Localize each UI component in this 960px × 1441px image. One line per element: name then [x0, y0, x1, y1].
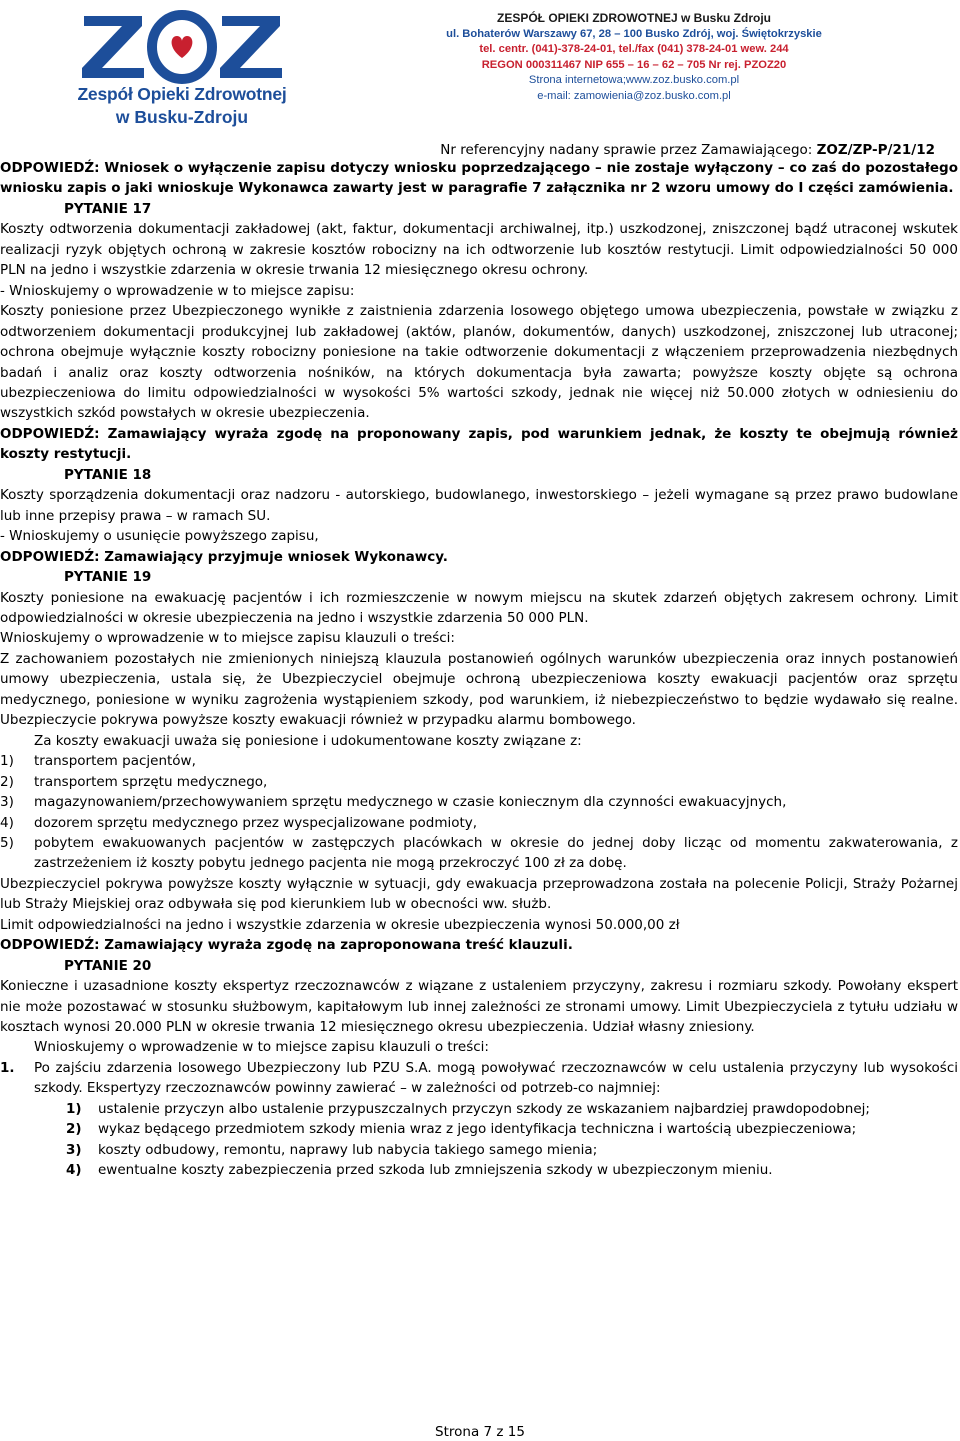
list-item [0, 792, 958, 812]
contact-phone: tel. centr. (041)-378-24-01, tel./fax (041) 378-24-01 wew. 244 [479, 43, 789, 55]
evacuation-cost-list [0, 751, 958, 874]
question-text: Koszty poniesione na ewakuację pacjentów i ich rozmieszczenie w nowym miejscu na skutek zdarzeń objętych zakresem ochrony. Limit odpowiedzialności w okresie ubezpieczenia na jedno i wszystkie zdarzenia 50 000 PLN. [0, 589, 958, 626]
request-line: Wnioskujemy o wprowadzenie w to miejsce zapisu klauzuli o treści: [0, 630, 455, 647]
list-item-text: ustalenie przyczyn albo ustalenie przypuszczalnych przyczyn szkody ze wskazaniem najbardziej prawdopodobnej; [98, 1100, 870, 1117]
contact-address: ul. Bohaterów Warszawy 67, 28 – 100 Busko Zdrój, woj. Świętokrzyskie [446, 27, 822, 40]
answer-paragraph: ODPOWIEDŹ: Wniosek o wyłączenie zapisu dotyczy wniosku poprzedzającego – nie zostaje wyłączony – co zaś do pozostałego wniosku zapis o jaki wnioskuje Wykonawca zawarty jest w paragrafie 7 załącznika nr 2 wzoru umowy do I części zamówienia. [0, 160, 958, 197]
numbered-item [0, 1058, 958, 1099]
list-item-number: 2) [66, 1121, 82, 1138]
list-item-number: 5) [0, 834, 14, 851]
list-item [0, 1140, 958, 1160]
contact-email[interactable]: e-mail: zamowienia@zoz.busko.com.pl [537, 89, 731, 102]
list-item-number: 4) [0, 814, 14, 831]
numbered-item-number: 1. [0, 1059, 15, 1076]
question-heading-19: PYTANIE 19 [64, 569, 152, 586]
contact-block [424, 11, 844, 104]
contact-website[interactable]: Strona internetowa;www.zoz.busko.com.pl [528, 74, 740, 86]
numbered-item-text: Po zajściu zdarzenia losowego Ubezpieczony lub PZU S.A. mogą powoływać rzeczoznawców w celu ustalenia przyczyny lub wysokości szkody. Ekspertyzy rzeczoznawców powinny zawierać – w zależności od potrzeb-co najmniej: [34, 1059, 958, 1097]
list-item-number: 4) [66, 1162, 82, 1179]
list-intro: Za koszty ewakuacji uważa się poniesione i udokumentowane koszty związane z: [34, 732, 582, 749]
contact-institution: ZESPÓŁ OPIEKI ZDROWOTNEJ w Busku Zdroju [496, 11, 771, 25]
list-item [0, 833, 958, 874]
page-number: Strona 7 z 15 [435, 1424, 525, 1440]
list-item-text: pobytem ewakuowanych pacjentów w zastępczych placówkach w okresie do jednej doby licząc od momentu zakwaterowania, z zastrzeżeniem iż koszty pobytu jednego pacjenta nie mogą przekroczyć 100 zł za dobę. [34, 834, 958, 872]
list-item-text: transportem pacjentów, [34, 753, 196, 770]
request-line: - Wnioskujemy o usunięcie powyższego zapisu, [0, 528, 319, 545]
list-item [0, 751, 958, 771]
zoz-logo [72, 6, 292, 134]
request-line: - Wnioskujemy o wprowadzenie w to miejsce zapisu: [0, 282, 355, 299]
logo-name-line1: Zespół Opieki Zdrowotnej [77, 84, 287, 104]
list-item [0, 1119, 958, 1139]
clause-paragraph: Ubezpieczyciel pokrywa powyższe koszty wyłącznie w sytuacji, gdy ewakuacja przeprowadzona została na polecenie Policji, Straży Pożarnej lub Straży Miejskiej oraz odbywała się pod kierunkiem lub w obecności ww. służb. [0, 875, 958, 913]
reference-value: ZOZ/ZP-P/21/12 [816, 142, 935, 158]
list-item [0, 772, 958, 792]
question-text: Koszty sporządzenia dokumentacji oraz nadzoru - autorskiego, budowlanego, inwestorskiego – jeżeli wymagane są przez prawo budowlane lub inne przepisy prawa – w ramach SU. [0, 487, 958, 524]
question-heading-18: PYTANIE 18 [64, 466, 152, 483]
clause-paragraph: Limit odpowiedzialności na jedno i wszystkie zdarzenia w okresie ubezpieczenia wynosi 50.000,00 zł [0, 916, 680, 933]
document-body [0, 158, 958, 1181]
answer-paragraph: ODPOWIEDŹ: Zamawiający przyjmuje wniosek Wykonawcy. [0, 548, 448, 565]
list-item-number: 2) [0, 773, 14, 790]
answer-paragraph: ODPOWIEDŹ: Zamawiający wyraża zgodę na proponowany zapis, pod warunkiem jednak, że koszty te obejmują również koszty restytucji. [0, 425, 958, 463]
proposed-clause: Koszty poniesione przez Ubezpieczonego wynikłe z zaistnienia zdarzenia losowego objętego umowa ubezpieczenia, powstałe w związku z odtworzeniem dokumentacji produkcyjnej lub zakładowej (aktów, planów, dokumentów, danych) uszkodzonej, zniszczonej lub utraconej; ochrona obejmuje wyłącznie koszty robocizny poniesione na takie odtworzenie dokumentacji z włączeniem przeprowadzenia niezbędnych badań i analiz oraz koszty odtworzenia nośników, na których dokumentacja była zawarta; powyższe koszty objęte są ochrona ubezpieczeniowa do limitu odpowiedzialności w wysokości 5% wartości szkody, jednak nie więcej niż 50.000 złotych w odniesieniu do wszystkich szkód powstałych w okresie ubezpieczenia. [0, 303, 958, 422]
list-item-number: 1) [0, 753, 14, 770]
list-item-text: wykaz będącego przedmiotem szkody mienia wraz z jego identyfikacja techniczna i wartością ubezpieczeniowa; [98, 1121, 857, 1138]
list-item-text: magazynowaniem/przechowywaniem sprzętu medycznego w czasie koniecznym dla czynności ewakuacyjnych, [34, 794, 787, 811]
list-item-number: 3) [66, 1141, 82, 1158]
zoz-logo-mark [72, 6, 292, 86]
request-line: Wnioskujemy o wprowadzenie w to miejsce zapisu klauzuli o treści: [34, 1039, 489, 1056]
contact-regon: REGON 000311467 NIP 655 – 16 – 62 – 705 Nr rej. PZOZ20 [481, 58, 787, 71]
list-item-number: 3) [0, 794, 14, 811]
question-text: Konieczne i uzasadnione koszty ekspertyz rzeczoznawców z wiązane z ustaleniem przyczyny, zakresu i rozmiaru szkody. Powołany ekspert nie może pozostawać w stosunku służbowym, kapitałowym lub innej zależności ze stronami umowy. Limit Ubezpieczyciela z tytułu udziału w kosztach wynosi 20.000 PLN w okresie trwania 12 miesięcznego okresu ubezpieczenia. Udział własny zniesiony. [0, 978, 958, 1036]
logo-name-line2: w Busku-Zdroju [115, 107, 249, 127]
list-item-text: ewentualne koszty zabezpieczenia przed szkoda lub zmniejszenia szkody w ubezpieczonym mieniu. [98, 1162, 773, 1179]
list-item-text: transportem sprzętu medycznego, [34, 773, 268, 790]
list-item [0, 813, 958, 833]
answer-paragraph: ODPOWIEDŹ: Zamawiający wyraża zgodę na zaproponowana treść klauzuli. [0, 937, 573, 954]
list-item-number: 1) [66, 1100, 82, 1117]
proposed-clause: Z zachowaniem pozostałych nie zmienionych niniejszą klauzula postanowień ogólnych warunków ubezpieczenia oraz innych postanowień umowy ubezpieczenia, ustala się, że Ubezpieczyciel obejmuje ochroną ubezpieczeniowa koszty ewakuacji pacjentów oraz sprzętu medycznego, poniesione w wyniku zagrożenia wystąpieniem szkody, pod warunkiem, iż niebezpieczeństwo to będzie wydawało się realne. Ubezpieczycie pokrywa powyższe koszty ewakuacji również w przypadku alarmu bombowego. [0, 650, 958, 729]
question-heading-20: PYTANIE 20 [64, 957, 152, 974]
list-item-text: koszty odbudowy, remontu, naprawy lub nabycia takiego samego mienia; [98, 1141, 598, 1158]
question-heading-17: PYTANIE 17 [64, 200, 152, 217]
list-item-text: dozorem sprzętu medycznego przez wyspecjalizowane podmioty, [34, 814, 478, 831]
reference-number [440, 142, 935, 158]
expertise-contents-list [0, 1099, 958, 1181]
reference-label: Nr referencyjny nadany sprawie przez Zamawiającego: [440, 142, 813, 158]
list-item [0, 1160, 958, 1180]
list-item [0, 1099, 958, 1119]
question-text: Koszty odtworzenia dokumentacji zakładowej (akt, faktur, dokumentacji archiwalnej, itp.) uszkodzonej, zniszczonej bądź utraconej wskutek realizacji ryzyk objętych ochroną w zakresie kosztów robocizny na ich odtworzenie lub kosztów restytucji. Limit odpowiedzialności 50 000 PLN na jedno i wszystkie zdarzenia w okresie trwania 12 miesięcznego okresu ochrony. [0, 221, 958, 279]
